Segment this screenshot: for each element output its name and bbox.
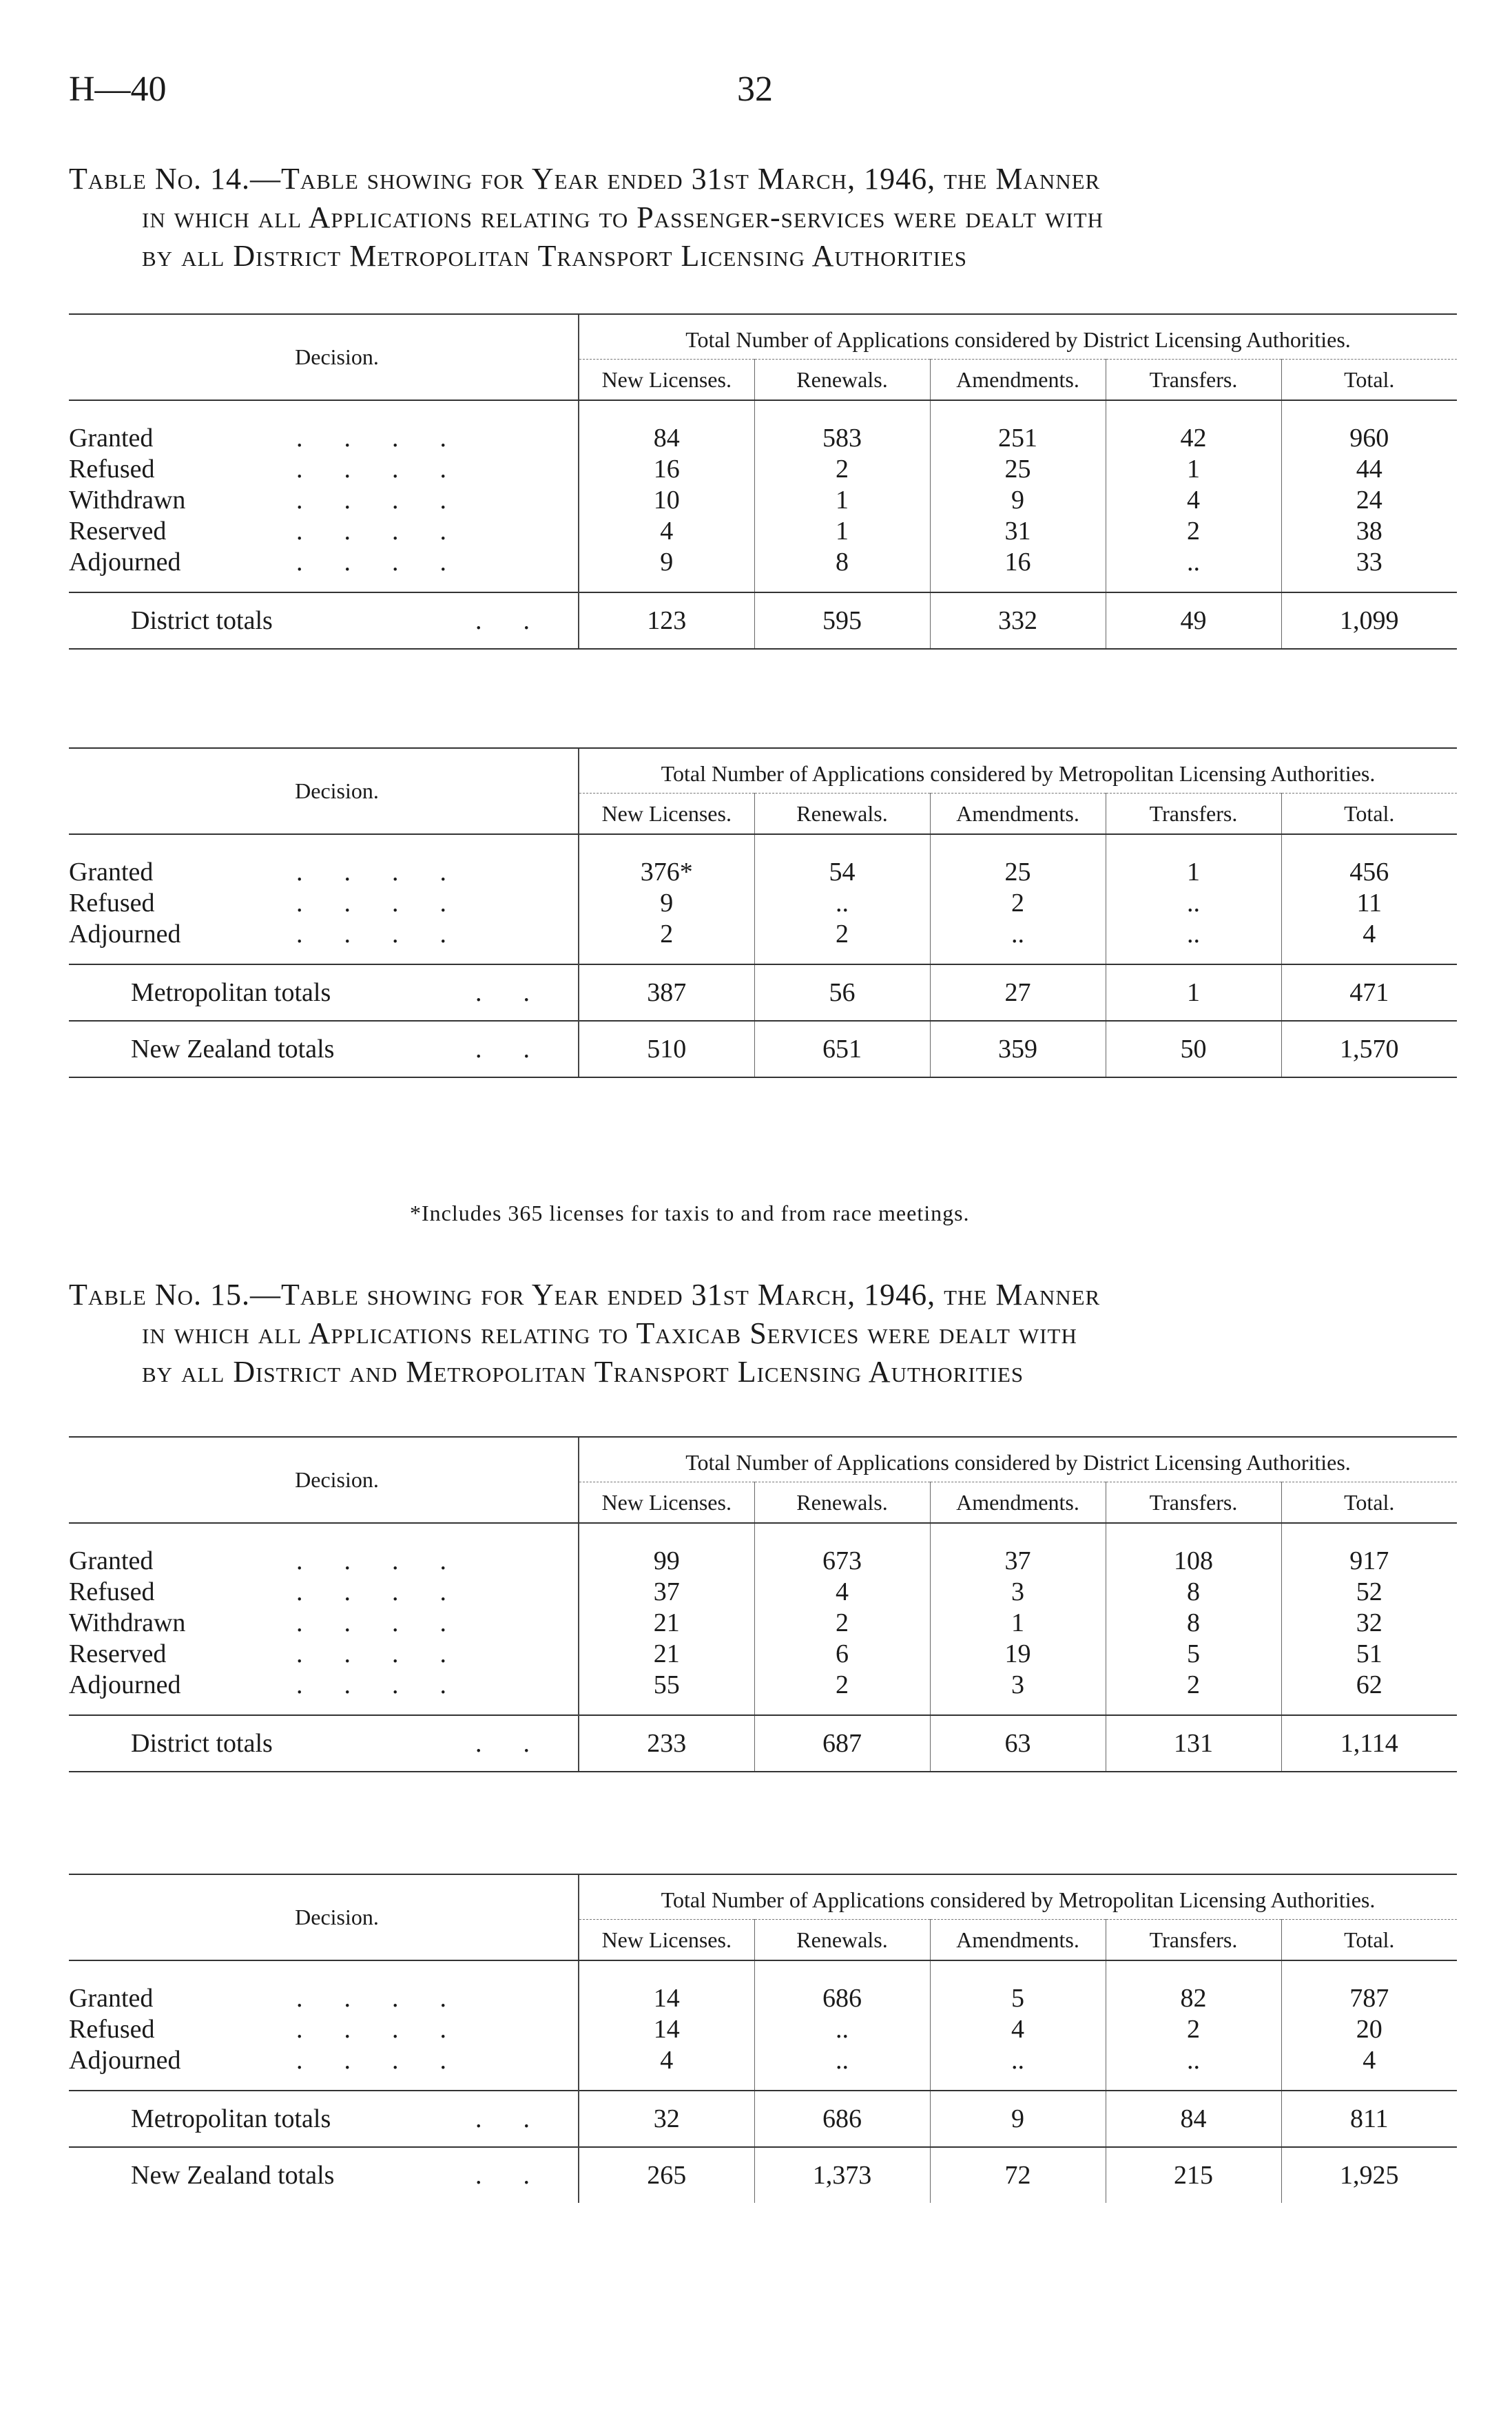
report-code: H—40	[69, 70, 167, 109]
cell: 787	[1281, 1983, 1457, 2014]
cell: 960	[1281, 423, 1457, 454]
cell: 20	[1281, 2014, 1457, 2045]
cell: 6	[754, 1639, 930, 1670]
cell: 5	[1106, 1639, 1281, 1670]
cell: 14	[579, 1983, 754, 2014]
cell: 811	[1281, 2091, 1457, 2147]
cell: 8	[1106, 1608, 1281, 1639]
table-15-caption	[69, 1276, 1460, 1391]
cell: 510	[579, 1021, 754, 1077]
cell: 2	[1106, 516, 1281, 547]
cell: 2	[579, 919, 754, 950]
page-number: 32	[737, 70, 773, 109]
column-header: Total.	[1281, 1920, 1457, 1961]
cell: 21	[579, 1608, 754, 1639]
row-label: Adjourned	[69, 1670, 181, 1699]
cell: 55	[579, 1670, 754, 1701]
district-totals-row: District totals .. 123 595 332 49 1,099	[69, 592, 1457, 649]
cell: ..	[930, 919, 1106, 950]
column-header: New Licenses.	[579, 1482, 754, 1524]
new-zealand-totals-row: New Zealand totals .. 510 651 359 50 1,570	[69, 1021, 1457, 1077]
cell: 27	[930, 964, 1106, 1021]
cell: 1	[1106, 857, 1281, 888]
table-row: Reserved .... 4 1 31 2 38	[69, 516, 1457, 547]
cell: 9	[930, 2091, 1106, 2147]
table-row: Refused .... 9 .. 2 .. 11	[69, 888, 1457, 919]
cell: 33	[1281, 547, 1457, 578]
cell: 37	[930, 1546, 1106, 1577]
column-header: Renewals.	[754, 794, 930, 835]
row-label: Reserved	[69, 1639, 167, 1668]
cell: 54	[754, 857, 930, 888]
column-header: Renewals.	[754, 1482, 930, 1524]
cell: 332	[930, 592, 1106, 649]
cell: 1	[1106, 454, 1281, 485]
caption-line: in which all Applications relating to Taxicab Services were dealt with	[142, 1316, 1077, 1350]
cell: 49	[1106, 592, 1281, 649]
decision-header: Decision.	[69, 314, 579, 400]
cell: 4	[1281, 919, 1457, 950]
column-header: Transfers.	[1106, 1920, 1281, 1961]
cell: 84	[579, 423, 754, 454]
column-header: Transfers.	[1106, 360, 1281, 401]
cell: 99	[579, 1546, 754, 1577]
table-row: Adjourned .... 2 2 .. .. 4	[69, 919, 1457, 950]
cell: 3	[930, 1670, 1106, 1701]
row-label: Reserved	[69, 517, 167, 546]
cell: 24	[1281, 485, 1457, 516]
cell: 471	[1281, 964, 1457, 1021]
cell: 595	[754, 592, 930, 649]
decision-header: Decision.	[69, 1874, 579, 1960]
column-header: Transfers.	[1106, 1482, 1281, 1524]
cell: 38	[1281, 516, 1457, 547]
cell: 4	[579, 516, 754, 547]
cell: 359	[930, 1021, 1106, 1077]
cell: 686	[754, 1983, 930, 2014]
cell: 233	[579, 1715, 754, 1772]
cell: ..	[754, 2045, 930, 2076]
cell: 583	[754, 423, 930, 454]
cell: 1	[754, 485, 930, 516]
table-row: Adjourned .... 4 .. .. .. 4	[69, 2045, 1457, 2076]
column-header: Total.	[1281, 360, 1457, 401]
cell: 25	[930, 857, 1106, 888]
cell: 4	[754, 1577, 930, 1608]
cell: 2	[930, 888, 1106, 919]
cell: 82	[1106, 1983, 1281, 2014]
cell: 1,373	[754, 2147, 930, 2203]
table-14-metropolitan	[69, 747, 1457, 1078]
group-header: Total Number of Applications considered by Metropolitan Licensing Authorities.	[579, 748, 1457, 794]
cell: 51	[1281, 1639, 1457, 1670]
decision-header: Decision.	[69, 1437, 579, 1523]
cell: 108	[1106, 1546, 1281, 1577]
cell: 42	[1106, 423, 1281, 454]
cell: 16	[579, 454, 754, 485]
row-label: Granted	[69, 424, 154, 453]
cell: 2	[754, 1670, 930, 1701]
table-14-district	[69, 313, 1457, 650]
column-header: New Licenses.	[579, 360, 754, 401]
table-row: Adjourned .... 9 8 16 .. 33	[69, 547, 1457, 578]
cell: 1,925	[1281, 2147, 1457, 2203]
row-label: Granted	[69, 1546, 154, 1575]
cell: 19	[930, 1639, 1106, 1670]
table-row: Refused .... 37 4 3 8 52	[69, 1577, 1457, 1608]
table-15-metropolitan	[69, 1874, 1457, 2203]
cell: 32	[1281, 1608, 1457, 1639]
table-row: Reserved .... 21 6 19 5 51	[69, 1639, 1457, 1670]
row-label: Refused	[69, 1577, 155, 1606]
new-zealand-totals-row: New Zealand totals .. 265 1,373 72 215 1,925	[69, 2147, 1457, 2203]
cell: 56	[754, 964, 930, 1021]
cell: 16	[930, 547, 1106, 578]
cell: 62	[1281, 1670, 1457, 1701]
caption-line: by all District and Metropolitan Transport Licensing Authorities	[142, 1355, 1024, 1389]
cell: 9	[579, 888, 754, 919]
cell: 8	[1106, 1577, 1281, 1608]
row-label: Metropolitan totals	[131, 978, 331, 1007]
group-header: Total Number of Applications considered by Metropolitan Licensing Authorities.	[579, 1874, 1457, 1920]
cell: ..	[754, 888, 930, 919]
cell: 687	[754, 1715, 930, 1772]
caption-line: by all District Metropolitan Transport Licensing Authorities	[142, 239, 967, 273]
cell: 1	[1106, 964, 1281, 1021]
row-label: Granted	[69, 1984, 154, 2013]
column-header: Amendments.	[930, 360, 1106, 401]
cell: 25	[930, 454, 1106, 485]
cell: 4	[579, 2045, 754, 2076]
cell: 917	[1281, 1546, 1457, 1577]
cell: 673	[754, 1546, 930, 1577]
decision-header: Decision.	[69, 748, 579, 834]
cell: ..	[754, 2014, 930, 2045]
table-row: Granted .... 14 686 5 82 787	[69, 1983, 1457, 2014]
cell: 3	[930, 1577, 1106, 1608]
cell: 456	[1281, 857, 1457, 888]
column-header: Renewals.	[754, 1920, 930, 1961]
cell: 14	[579, 2014, 754, 2045]
cell: 2	[754, 919, 930, 950]
table-14-footnote: *Includes 365 licenses for taxis to and from race meetings.	[410, 1201, 970, 1225]
cell: 651	[754, 1021, 930, 1077]
caption-line: Table No. 15.—Table showing for Year ended 31st March, 1946, the Manner	[69, 1278, 1101, 1312]
cell: 387	[579, 964, 754, 1021]
row-label: District totals	[131, 1729, 273, 1758]
cell: ..	[930, 2045, 1106, 2076]
cell: 1	[754, 516, 930, 547]
cell: 37	[579, 1577, 754, 1608]
caption-line: Table No. 14.—Table showing for Year ended 31st March, 1946, the Manner	[69, 162, 1101, 196]
cell: 376*	[579, 857, 754, 888]
cell: 1,114	[1281, 1715, 1457, 1772]
row-label: District totals	[131, 606, 273, 635]
cell: 4	[930, 2014, 1106, 2045]
table-15-district	[69, 1436, 1457, 1772]
group-header: Total Number of Applications considered by District Licensing Authorities.	[579, 314, 1457, 360]
cell: ..	[1106, 919, 1281, 950]
row-label: Withdrawn	[69, 486, 186, 515]
cell: 9	[930, 485, 1106, 516]
table-row: Refused .... 16 2 25 1 44	[69, 454, 1457, 485]
column-header: Amendments.	[930, 1482, 1106, 1524]
metropolitan-totals-row: Metropolitan totals .. 32 686 9 84 811	[69, 2091, 1457, 2147]
table-row: Granted .... 84 583 251 42 960	[69, 423, 1457, 454]
cell: 11	[1281, 888, 1457, 919]
cell: 2	[1106, 1670, 1281, 1701]
table-row: Withdrawn .... 10 1 9 4 24	[69, 485, 1457, 516]
cell: 9	[579, 547, 754, 578]
cell: ..	[1106, 547, 1281, 578]
column-header: Amendments.	[930, 1920, 1106, 1961]
table-row: Refused .... 14 .. 4 2 20	[69, 2014, 1457, 2045]
row-label: Refused	[69, 455, 155, 484]
column-header: Amendments.	[930, 794, 1106, 835]
cell: 84	[1106, 2091, 1281, 2147]
column-header: Total.	[1281, 1482, 1457, 1524]
table-14-caption	[69, 160, 1460, 276]
column-header: New Licenses.	[579, 1920, 754, 1961]
cell: 10	[579, 485, 754, 516]
cell: 123	[579, 592, 754, 649]
column-header: Transfers.	[1106, 794, 1281, 835]
row-label: Adjourned	[69, 2046, 181, 2075]
table-row: Withdrawn .... 21 2 1 8 32	[69, 1608, 1457, 1639]
group-header: Total Number of Applications considered by District Licensing Authorities.	[579, 1437, 1457, 1482]
row-label: Refused	[69, 889, 155, 918]
cell: 31	[930, 516, 1106, 547]
cell: 32	[579, 2091, 754, 2147]
table-row: Granted .... 376* 54 25 1 456	[69, 857, 1457, 888]
cell: 1	[930, 1608, 1106, 1639]
column-header: Total.	[1281, 794, 1457, 835]
cell: 21	[579, 1639, 754, 1670]
cell: 2	[1106, 2014, 1281, 2045]
cell: 4	[1281, 2045, 1457, 2076]
cell: 50	[1106, 1021, 1281, 1077]
cell: 1,099	[1281, 592, 1457, 649]
row-label: Adjourned	[69, 548, 181, 577]
cell: 5	[930, 1983, 1106, 2014]
row-label: Refused	[69, 2015, 155, 2044]
table-row: Adjourned .... 55 2 3 2 62	[69, 1670, 1457, 1701]
table-row: Granted .... 99 673 37 108 917	[69, 1546, 1457, 1577]
column-header: Renewals.	[754, 360, 930, 401]
row-label: Withdrawn	[69, 1608, 186, 1637]
cell: 2	[754, 454, 930, 485]
cell: 265	[579, 2147, 754, 2203]
row-label: Adjourned	[69, 920, 181, 949]
cell: 251	[930, 423, 1106, 454]
cell: 2	[754, 1608, 930, 1639]
cell: ..	[1106, 2045, 1281, 2076]
metropolitan-totals-row: Metropolitan totals .. 387 56 27 1 471	[69, 964, 1457, 1021]
cell: 1,570	[1281, 1021, 1457, 1077]
cell: 52	[1281, 1577, 1457, 1608]
row-label: New Zealand totals	[131, 2161, 335, 2190]
row-label: Granted	[69, 858, 154, 887]
caption-line: in which all Applications relating to Passenger-services were dealt with	[142, 200, 1104, 234]
district-totals-row: District totals .. 233 687 63 131 1,114	[69, 1715, 1457, 1772]
cell: 131	[1106, 1715, 1281, 1772]
cell: 4	[1106, 485, 1281, 516]
cell: 72	[930, 2147, 1106, 2203]
column-header: New Licenses.	[579, 794, 754, 835]
cell: 44	[1281, 454, 1457, 485]
cell: 8	[754, 547, 930, 578]
cell: ..	[1106, 888, 1281, 919]
cell: 63	[930, 1715, 1106, 1772]
cell: 215	[1106, 2147, 1281, 2203]
cell: 686	[754, 2091, 930, 2147]
row-label: New Zealand totals	[131, 1035, 335, 1064]
row-label: Metropolitan totals	[131, 2104, 331, 2133]
